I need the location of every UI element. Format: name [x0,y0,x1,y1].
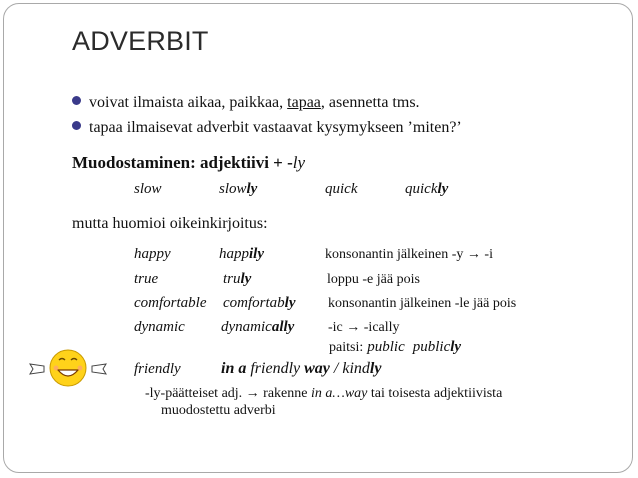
spelling-adjective: happy [134,246,171,262]
example-adverb: slowly [219,181,258,197]
spelling-intro: mutta huomioi oikeinkirjoitus: [72,215,268,232]
spelling-adverb: truly [223,271,252,287]
example-adjective: quick [325,181,358,197]
spelling-note: -ic → -ically [328,320,400,335]
spelling-note: konsonantin jälkeinen -y → -i [325,247,493,262]
example-adverb: quickly [405,181,449,197]
bullet-text: , asennetta tms. [320,94,420,111]
slide-frame [3,3,633,473]
formation-heading: Muodostaminen: adjektiivi + -ly [72,153,306,172]
footnote-line-1: -ly-päätteiset adj. → rakenne in a…way tai toisesta adjektiivista [145,386,503,401]
friendly-adjective: friendly [134,361,181,377]
exception-line: paitsi: public publicly [329,339,462,355]
bullet-dot-icon [72,121,81,130]
spelling-note: loppu -e jää pois [327,272,420,287]
spelling-adverb: comfortably [223,295,296,311]
spelling-adjective: comfortable [134,295,207,311]
underlined-word: tapaa [287,94,321,111]
spelling-note: konsonantin jälkeinen -le jää pois [328,296,517,311]
slide-title: ADVERBIT [72,26,209,56]
bullet-text: tapaa ilmaisevat adverbit vastaavat kysymykseen ’miten?’ [89,119,462,136]
bullet-item-1 [72,94,420,112]
bullet-text: voivat ilmaista aikaa, paikkaa, [89,94,288,111]
spelling-adverb: happily [219,246,264,262]
smiley-face-icon [26,344,110,392]
footnote-line-2: muodostettu adverbi [161,403,276,418]
bullet-item-2 [72,119,462,137]
spelling-adjective: dynamic [134,319,185,335]
bullet-dot-icon [72,96,81,105]
spelling-adverb: dynamically [221,319,295,335]
spelling-adjective: true [134,271,159,287]
example-adjective: slow [134,181,162,197]
friendly-adverb-phrase: in a friendly way / kindly [221,360,382,377]
